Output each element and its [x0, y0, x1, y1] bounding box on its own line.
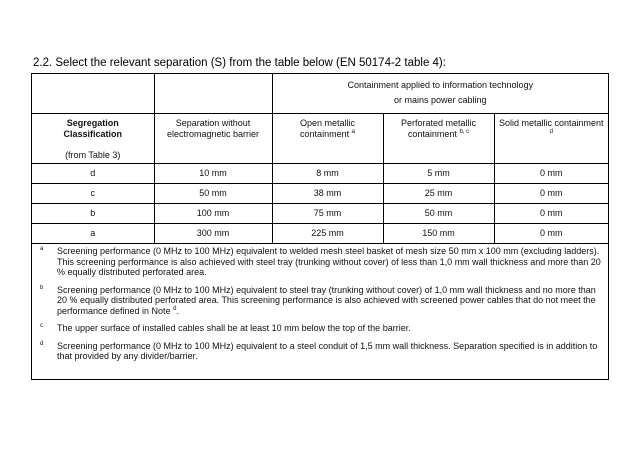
- segregation-header-sub: (from Table 3): [65, 149, 121, 160]
- footnote-b-text: Screening performance (0 MHz to 100 MHz) equivalent to steel tray (trunking without cover) of 1,0 mm wall thickness and no more than 20 % equally distributed perforated area. This screening performance is also achieved with screened power cables that do not meet the performance defined in Note: [57, 284, 596, 316]
- without-barrier-cell: 10 mm: [154, 163, 272, 183]
- without-barrier-cell: 100 mm: [154, 203, 272, 223]
- footnote-b-tail: .: [176, 305, 179, 316]
- segregation-column-header: [32, 113, 154, 163]
- perforated-metallic-cell: 50 mm: [383, 203, 494, 223]
- solid-metallic-cell: 0 mm: [494, 183, 608, 203]
- without-barrier-cell: 300 mm: [154, 223, 272, 243]
- footnote-c: [32, 323, 608, 334]
- open-metallic-cell: 225 mm: [272, 223, 383, 243]
- open-metallic-cell: 38 mm: [272, 183, 383, 203]
- footnote-mark: a: [40, 246, 44, 252]
- separation-table-frame: [31, 73, 609, 380]
- footnote-text: [57, 285, 602, 317]
- class-cell: a: [32, 223, 154, 243]
- footnote-mark: c: [40, 323, 43, 329]
- solid-metallic-cell: 0 mm: [494, 223, 608, 243]
- without-barrier-cell: 50 mm: [154, 183, 272, 203]
- separation-table: [32, 74, 608, 244]
- footnote-d: [32, 341, 608, 362]
- open-metallic-label: Open metallic containment: [299, 117, 356, 139]
- table-row: [32, 203, 608, 223]
- footnote-a: [32, 246, 608, 278]
- containment-header: [272, 74, 608, 113]
- footnote-b-sup: d: [173, 305, 177, 312]
- containment-header-line2: or mains power cabling: [393, 95, 487, 106]
- solid-metallic-cell: 0 mm: [494, 203, 608, 223]
- segregation-header-line1: Segregation: [66, 117, 119, 128]
- segregation-header-line2: Classification: [63, 128, 123, 139]
- class-cell: d: [32, 163, 154, 183]
- perforated-metallic-label: Perforated metallic containment: [400, 117, 477, 139]
- perforated-metallic-cell: 25 mm: [383, 183, 494, 203]
- table-row: [32, 163, 608, 183]
- open-metallic-cell: 8 mm: [272, 163, 383, 183]
- solid-metallic-label: Solid metallic containment: [498, 117, 604, 128]
- solid-metallic-sup: d: [549, 128, 553, 135]
- footnote-text: Screening performance (0 MHz to 100 MHz) equivalent to welded mesh steel basket of mesh size 50 mm x 100 mm (excluding ladders). This screening performance is also achieved with steel tray (trunking without cover) of less than 1,0 mm wall thickness and more than 20 % equally distributed perforated area.: [57, 246, 601, 277]
- containment-header-line1: Containment applied to information technology: [347, 80, 534, 91]
- footnote-mark: b: [40, 284, 44, 291]
- footnote-text: The upper surface of installed cables shall be at least 10 mm below the top of the barrier.: [57, 323, 411, 333]
- without-barrier-column-header: Separation without electromagnetic barrier: [154, 113, 272, 163]
- perforated-metallic-sup: b, c: [459, 128, 470, 135]
- empty-header-cell: [32, 74, 154, 113]
- open-metallic-sup: a: [351, 128, 355, 135]
- footnote-b: [32, 285, 608, 317]
- class-cell: b: [32, 203, 154, 223]
- table-row: [32, 183, 608, 203]
- footnote-mark: d: [40, 340, 44, 347]
- table-row: [32, 223, 608, 243]
- perforated-metallic-cell: 150 mm: [383, 223, 494, 243]
- open-metallic-cell: 75 mm: [272, 203, 383, 223]
- solid-metallic-column-header: [494, 113, 608, 163]
- perforated-metallic-cell: 5 mm: [383, 163, 494, 183]
- footnotes: [32, 246, 608, 369]
- section-heading: 2.2. Select the relevant separation (S) from the table below (EN 50174-2 table 4):: [33, 57, 446, 69]
- footnote-text: Screening performance (0 MHz to 100 MHz) equivalent to a steel conduit of 1,5 mm wall thickness. Separation specified is in addition to that provided by any divider/barrier.: [57, 340, 598, 361]
- empty-header-cell: [154, 74, 272, 113]
- solid-metallic-cell: 0 mm: [494, 163, 608, 183]
- perforated-metallic-column-header: [383, 113, 494, 163]
- class-cell: c: [32, 183, 154, 203]
- open-metallic-column-header: [272, 113, 383, 163]
